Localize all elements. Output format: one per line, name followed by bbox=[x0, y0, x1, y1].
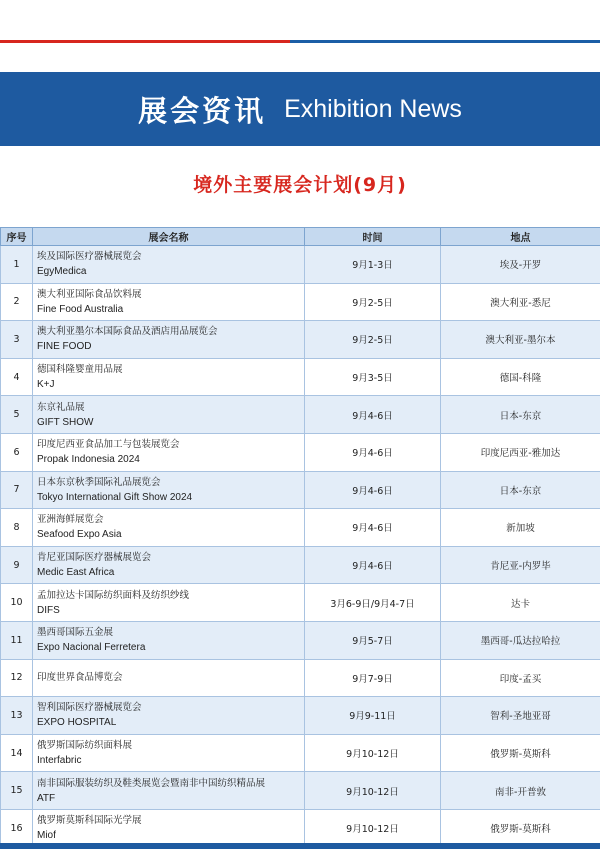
exhibition-name-cn: 日本东京秋季国际礼品展览会 bbox=[37, 476, 161, 488]
row-number: 7 bbox=[1, 471, 33, 509]
exhibition-date: 9月2-5日 bbox=[305, 321, 441, 359]
exhibition-place: 肯尼亚-内罗毕 bbox=[441, 546, 600, 584]
exhibition-name-cell bbox=[33, 321, 305, 359]
row-number: 14 bbox=[1, 734, 33, 772]
exhibition-name-en: Miof bbox=[37, 830, 56, 842]
table-row bbox=[1, 321, 600, 359]
exhibition-name-cell bbox=[33, 358, 305, 396]
exhibition-name-cn: 俄罗斯莫斯科国际光学展 bbox=[37, 815, 142, 827]
exhibition-name-en: Fine Food Australia bbox=[37, 303, 124, 315]
exhibition-date: 9月4-6日 bbox=[305, 396, 441, 434]
exhibition-place: 澳大利亚-墨尔本 bbox=[441, 321, 600, 359]
exhibition-place: 澳大利亚-悉尼 bbox=[441, 283, 600, 321]
table-row bbox=[1, 433, 600, 471]
exhibition-name-cn: 东京礼品展 bbox=[37, 401, 85, 413]
exhibition-place: 德国-科隆 bbox=[441, 358, 600, 396]
column-header-name: 展会名称 bbox=[33, 228, 305, 246]
exhibition-name-en: Interfabric bbox=[37, 755, 82, 767]
exhibition-date: 9月10-12日 bbox=[305, 772, 441, 810]
row-number: 5 bbox=[1, 396, 33, 434]
table-header-row bbox=[1, 228, 600, 246]
exhibition-name-cell bbox=[33, 772, 305, 810]
exhibition-place: 墨西哥-瓜达拉哈拉 bbox=[441, 621, 600, 659]
exhibition-name-en: ATF bbox=[37, 792, 56, 804]
exhibition-place: 新加坡 bbox=[441, 509, 600, 547]
table-row bbox=[1, 809, 600, 847]
column-header-place: 地点 bbox=[441, 228, 600, 246]
exhibition-place: 俄罗斯-莫斯科 bbox=[441, 809, 600, 847]
table-row bbox=[1, 734, 600, 772]
exhibition-date: 9月10-12日 bbox=[305, 734, 441, 772]
exhibition-place: 日本-东京 bbox=[441, 396, 600, 434]
exhibition-name-en: DIFS bbox=[37, 604, 60, 616]
banner-title-en: Exhibition News bbox=[284, 94, 462, 123]
banner-title-cn: 展会资讯 bbox=[138, 93, 267, 128]
exhibition-name-en: Medic East Africa bbox=[37, 567, 115, 579]
exhibition-name-en: Propak Indonesia 2024 bbox=[37, 454, 140, 466]
exhibition-name-cell bbox=[33, 584, 305, 622]
exhibition-place: 达卡 bbox=[441, 584, 600, 622]
exhibition-name-cn: 智利国际医疗器械展览会 bbox=[37, 702, 142, 714]
exhibition-name-en: EgyMedica bbox=[37, 266, 87, 278]
section-banner bbox=[0, 72, 600, 146]
table-row bbox=[1, 396, 600, 434]
exhibition-name-cn: 肯尼亚国际医疗器械展览会 bbox=[37, 552, 152, 564]
exhibition-name-en: Expo Nacional Ferretera bbox=[37, 642, 146, 654]
exhibition-name-cn: 印度世界食品博览会 bbox=[37, 672, 123, 684]
row-number: 16 bbox=[1, 809, 33, 847]
table-row bbox=[1, 584, 600, 622]
table-body bbox=[1, 246, 600, 848]
page-subtitle: 境外主要展会计划(9月) bbox=[193, 174, 407, 196]
bottom-bar bbox=[0, 843, 600, 849]
exhibition-name-en: FINE FOOD bbox=[37, 341, 92, 353]
exhibition-date: 9月7-9日 bbox=[305, 659, 441, 697]
exhibition-name-cell bbox=[33, 546, 305, 584]
exhibition-name-cell bbox=[33, 471, 305, 509]
exhibition-date: 9月9-11日 bbox=[305, 697, 441, 735]
row-number: 9 bbox=[1, 546, 33, 584]
row-number: 15 bbox=[1, 772, 33, 810]
exhibition-name-cn: 埃及国际医疗器械展览会 bbox=[37, 251, 142, 263]
top-rule-blue bbox=[290, 40, 600, 43]
table-row bbox=[1, 659, 600, 697]
exhibition-date: 9月1-3日 bbox=[305, 246, 441, 284]
exhibition-place: 智利-圣地亚哥 bbox=[441, 697, 600, 735]
exhibition-name-cn: 澳大利亚墨尔本国际食品及酒店用品展览会 bbox=[37, 326, 218, 338]
row-number: 11 bbox=[1, 621, 33, 659]
exhibition-place: 埃及-开罗 bbox=[441, 246, 600, 284]
exhibition-name-en: GIFT SHOW bbox=[37, 416, 94, 428]
table-row bbox=[1, 509, 600, 547]
exhibition-place: 印度-孟买 bbox=[441, 659, 600, 697]
exhibition-name-cn: 孟加拉达卡国际纺织面料及纺织纱线 bbox=[37, 589, 190, 601]
exhibition-name-en: Seafood Expo Asia bbox=[37, 529, 122, 541]
exhibition-name-cn: 俄罗斯国际纺织面料展 bbox=[37, 740, 133, 752]
row-number: 10 bbox=[1, 584, 33, 622]
table-row bbox=[1, 697, 600, 735]
exhibition-name-cn: 德国科隆婴童用品展 bbox=[37, 364, 123, 376]
exhibition-name-cell bbox=[33, 433, 305, 471]
exhibition-date: 3月6-9日/9月4-7日 bbox=[305, 584, 441, 622]
exhibition-place: 俄罗斯-莫斯科 bbox=[441, 734, 600, 772]
column-header-date: 时间 bbox=[305, 228, 441, 246]
exhibition-name-cell bbox=[33, 396, 305, 434]
row-number: 8 bbox=[1, 509, 33, 547]
exhibition-name-cn: 印度尼西亚食品加工与包装展览会 bbox=[37, 439, 180, 451]
table-row bbox=[1, 246, 600, 284]
exhibition-table bbox=[0, 227, 600, 848]
exhibition-name-cell bbox=[33, 734, 305, 772]
row-number: 4 bbox=[1, 358, 33, 396]
exhibition-name-cell bbox=[33, 283, 305, 321]
row-number: 1 bbox=[1, 246, 33, 284]
exhibition-name-cell bbox=[33, 659, 305, 697]
exhibition-date: 9月4-6日 bbox=[305, 509, 441, 547]
exhibition-date: 9月5-7日 bbox=[305, 621, 441, 659]
table-row bbox=[1, 546, 600, 584]
table-row bbox=[1, 772, 600, 810]
exhibition-name-cn: 墨西哥国际五金展 bbox=[37, 627, 114, 639]
exhibition-name-cell bbox=[33, 809, 305, 847]
row-number: 3 bbox=[1, 321, 33, 359]
top-rule-red bbox=[0, 40, 290, 43]
exhibition-name-cn: 澳大利亚国际食品饮料展 bbox=[37, 288, 142, 300]
exhibition-place: 日本-东京 bbox=[441, 471, 600, 509]
exhibition-date: 9月4-6日 bbox=[305, 546, 441, 584]
exhibition-name-cell bbox=[33, 621, 305, 659]
column-header-no: 序号 bbox=[1, 228, 33, 246]
row-number: 2 bbox=[1, 283, 33, 321]
exhibition-name-cell bbox=[33, 697, 305, 735]
row-number: 6 bbox=[1, 433, 33, 471]
exhibition-date: 9月2-5日 bbox=[305, 283, 441, 321]
exhibition-place: 南非-开普敦 bbox=[441, 772, 600, 810]
table-row bbox=[1, 283, 600, 321]
exhibition-name-cell bbox=[33, 246, 305, 284]
exhibition-table-wrapper bbox=[0, 227, 600, 848]
exhibition-date: 9月3-5日 bbox=[305, 358, 441, 396]
exhibition-place: 印度尼西亚-雅加达 bbox=[441, 433, 600, 471]
row-number: 13 bbox=[1, 697, 33, 735]
exhibition-date: 9月4-6日 bbox=[305, 471, 441, 509]
exhibition-name-cn: 南非国际服装纺织及鞋类展览会暨南非中国纺织精品展 bbox=[37, 777, 266, 789]
row-number: 12 bbox=[1, 659, 33, 697]
exhibition-date: 9月4-6日 bbox=[305, 433, 441, 471]
table-row bbox=[1, 358, 600, 396]
table-row bbox=[1, 471, 600, 509]
table-row bbox=[1, 621, 600, 659]
exhibition-name-cn: 亚洲海鲜展览会 bbox=[37, 514, 104, 526]
exhibition-name-en: EXPO HOSPITAL bbox=[37, 717, 117, 729]
exhibition-date: 9月10-12日 bbox=[305, 809, 441, 847]
exhibition-name-en: K+J bbox=[37, 379, 55, 391]
exhibition-name-en: Tokyo International Gift Show 2024 bbox=[37, 491, 193, 503]
exhibition-name-cell bbox=[33, 509, 305, 547]
